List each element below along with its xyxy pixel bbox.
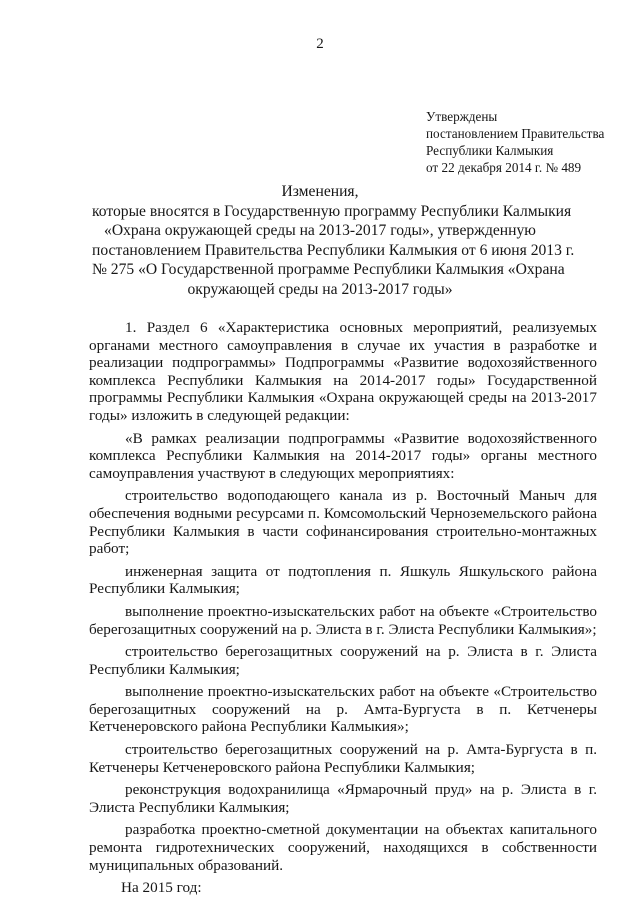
heading-line: окружающей среды на 2013-2017 годы»: [187, 280, 453, 298]
document-body: [89, 319, 597, 902]
body-final-line: На 2015 год:: [121, 879, 202, 897]
document-heading: [92, 182, 575, 300]
body-paragraph: строительство водоподающего канала из р. Восточный Маныч для обеспечения водными ресурсами п. Комсомольский Черноземельского района Республики Калмыкия в части софинансирования строительно-монтажных работ;: [89, 487, 597, 558]
body-paragraph: выполнение проектно-изыскательских работ на объекте «Строительство берегозащитных сооружений на р. Амта-Бургуста в п. Кетченеры Кетченеровского района Республики Калмыкия»;: [89, 683, 597, 736]
approval-block: [426, 108, 604, 176]
heading-line: Изменения,: [281, 183, 359, 200]
approval-line: постановлением Правительства: [426, 126, 605, 141]
body-paragraph: инженерная защита от подтопления п. Яшкуль Яшкульского района Республики Калмыкия;: [89, 562, 597, 598]
page-number: 2: [316, 36, 324, 52]
body-paragraph: выполнение проектно-изыскательских работ на объекте «Строительство берегозащитных сооружений на р. Элиста в г. Элиста Республики Калмыкия»;: [89, 602, 597, 638]
body-paragraph: разработка проектно-сметной документации на объектах капитального ремонта гидротехнических сооружений, находящихся в собственности муниципальных образований.: [89, 821, 597, 874]
body-paragraph: реконструкция водохранилища «Ярмарочный пруд» на р. Элиста в г. Элиста Республики Калмыкия;: [89, 781, 597, 816]
heading-line: № 275 «О Государственной программе Республики Калмыкия «Охрана: [92, 261, 565, 279]
approval-line: Утверждены: [426, 109, 498, 124]
body-paragraph: 1. Раздел 6 «Характеристика основных мероприятий, реализуемых органами местного самоуправления в случае их участия в разработке и реализации подпрограммы» Подпрограммы «Развитие водохозяйственного комплекса Республики Калмыкия на 2014-2017 годы» Государственной программы Республики Калмыкия «Охрана окружающей среды на 2013-2017 годы» изложить в следующей редакции:: [89, 319, 597, 424]
heading-line: постановлением Правительства Республики Калмыкия от 6 июня 2013 г.: [92, 241, 575, 259]
approval-line: от 22 декабря 2014 г. № 489: [426, 160, 582, 175]
heading-line: «Охрана окружающей среды на 2013-2017 годы», утвержденную: [104, 222, 536, 240]
body-paragraph: «В рамках реализации подпрограммы «Развитие водохозяйственного комплекса Республики Калмыкия на 2014-2017 годы» органы местного самоуправления участвуют в следующих мероприятиях:: [89, 429, 597, 482]
approval-line: Республики Калмыкия: [426, 143, 554, 158]
heading-line: которые вносятся в Государственную программу Республики Калмыкия: [92, 202, 572, 220]
body-paragraph: строительство берегозащитных сооружений на р. Амта-Бургуста в п. Кетченеры Кетченеровского района Республики Калмыкия;: [89, 741, 597, 776]
body-paragraph: строительство берегозащитных сооружений на р. Элиста в г. Элиста Республики Калмыкия;: [89, 643, 597, 678]
